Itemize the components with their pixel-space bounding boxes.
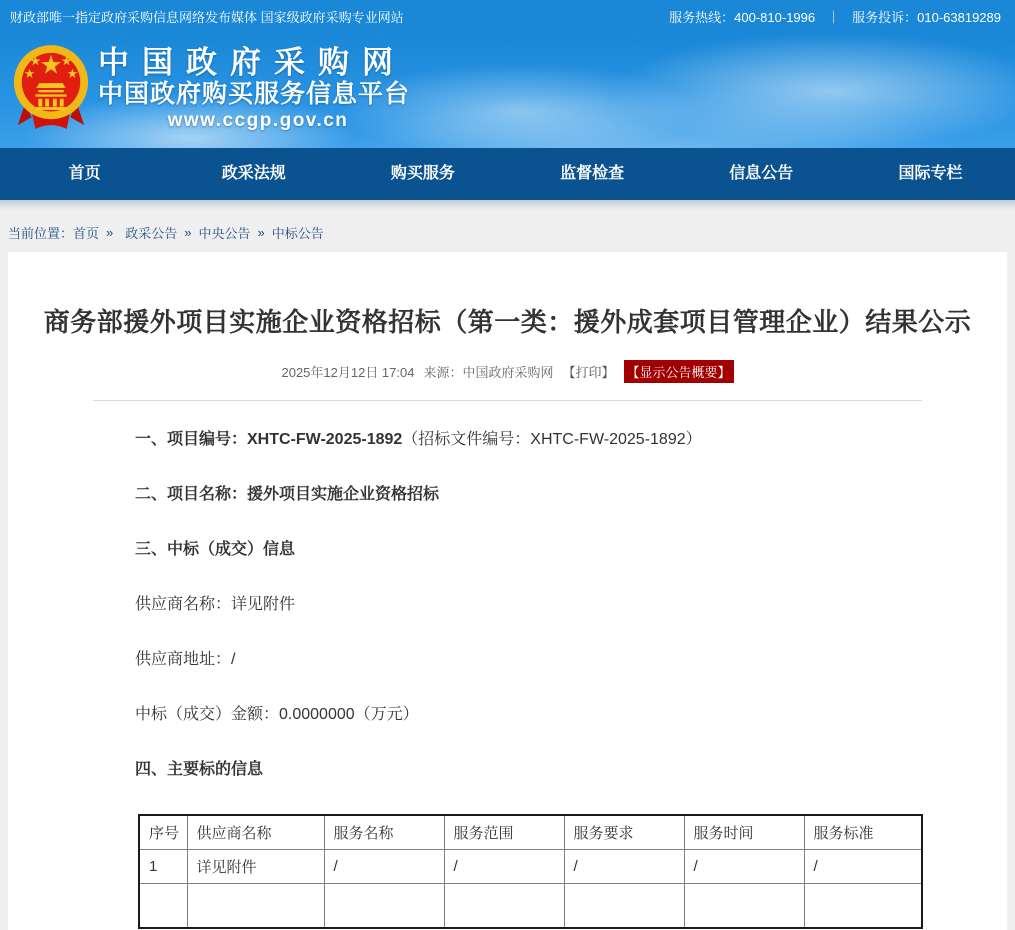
article-meta (8, 361, 1007, 381)
national-emblem-icon (12, 43, 90, 135)
site-slogan: 财政部唯一指定政府采购信息网络发布媒体 国家级政府采购专业网站 (10, 10, 404, 25)
service-hotline: 服务热线：400-810-1996 (669, 10, 816, 25)
breadcrumb (0, 210, 1015, 254)
article-body (8, 401, 1007, 929)
paragraph-bold-text: 二、项目名称：援外项目实施企业资格招标 (135, 486, 440, 503)
table-cell (324, 884, 444, 928)
table-cell (139, 884, 187, 928)
paragraph-award-info-heading (135, 539, 912, 561)
article-source: 来源：中国政府采购网 (423, 364, 554, 380)
nav-item-announcements[interactable]: 信息公告 (729, 165, 794, 182)
column-header-service-requirements: 服务要求 (564, 815, 684, 850)
table-cell: 1 (139, 850, 187, 884)
paragraph-project-name (135, 484, 912, 506)
table-row (139, 850, 922, 884)
table-cell: / (324, 850, 444, 884)
paragraph-bold-text: 一、项目编号：XHTC-FW-2025-1892 (135, 431, 403, 448)
site-subtitle: 中国政府购买服务信息平台 (98, 79, 411, 108)
article-panel (8, 252, 1007, 930)
paragraph-supplier-name (135, 594, 912, 616)
topbar-divider: ｜ (827, 10, 841, 25)
paragraph-award-amount (135, 704, 912, 726)
table-cell (444, 884, 564, 928)
paragraph-project-number (135, 429, 912, 451)
paragraph-text: 供应商名称：详见附件 (135, 596, 296, 613)
paragraph-bold-text: 三、中标（成交）信息 (135, 541, 296, 558)
show-summary-button[interactable]: 【显示公告概要】 (624, 360, 734, 383)
nav-item-international[interactable]: 国际专栏 (898, 165, 963, 182)
bid-info-table (138, 814, 923, 929)
breadcrumb-home[interactable]: 首页 (73, 225, 100, 241)
table-cell: / (684, 850, 804, 884)
article-date: 2025年12月12日 17:04 (281, 364, 415, 380)
table-cell (564, 884, 684, 928)
main-nav (0, 148, 1015, 200)
table-cell: / (804, 850, 922, 884)
table-cell: / (564, 850, 684, 884)
site-banner (0, 33, 1015, 148)
paragraph-supplier-address (135, 649, 912, 671)
breadcrumb-central-announcements[interactable]: 中央公告 (198, 225, 251, 241)
paragraph-text: （招标文件编号：XHTC-FW-2025-1892） (402, 431, 702, 448)
column-header-service-scope: 服务范围 (444, 815, 564, 850)
table-cell (684, 884, 804, 928)
column-header-seq: 序号 (139, 815, 187, 850)
paragraph-text: 供应商地址：/ (135, 651, 236, 668)
print-button[interactable]: 【打印】 (562, 364, 615, 380)
nav-item-home[interactable]: 首页 (68, 165, 101, 182)
table-cell (187, 884, 324, 928)
topbar-contacts (669, 7, 1001, 26)
column-header-service-standard: 服务标准 (804, 815, 922, 850)
nav-shadow (0, 200, 1015, 210)
nav-item-supervision[interactable]: 监督检查 (560, 165, 625, 182)
nav-item-purchase-services[interactable]: 购买服务 (390, 165, 455, 182)
table-cell: 详见附件 (187, 850, 324, 884)
breadcrumb-prefix: 当前位置： (8, 225, 74, 241)
paragraph-main-subject-heading (135, 759, 912, 781)
table-cell (804, 884, 922, 928)
breadcrumb-separator: » (106, 224, 114, 240)
table-row (139, 884, 922, 928)
brand-text (98, 46, 418, 133)
paragraph-text: 中标（成交）金额：0.0000000（万元） (135, 706, 419, 723)
table-cell: / (444, 850, 564, 884)
article-title: 商务部援外项目实施企业资格招标（第一类：援外成套项目管理企业）结果公示 (43, 307, 972, 337)
column-header-service-name: 服务名称 (324, 815, 444, 850)
service-complaint: 服务投诉：010-63819289 (852, 10, 1001, 25)
breadcrumb-procurement-announcements[interactable]: 政采公告 (125, 225, 178, 241)
site-logo-link[interactable] (12, 43, 418, 135)
breadcrumb-award-announcements[interactable]: 中标公告 (271, 225, 324, 241)
breadcrumb-separator: » (184, 224, 192, 240)
column-header-supplier-name: 供应商名称 (187, 815, 324, 850)
table-header-row (139, 815, 922, 850)
site-url: www.ccgp.gov.cn (167, 109, 349, 131)
breadcrumb-separator: » (257, 224, 265, 240)
paragraph-bold-text: 四、主要标的信息 (135, 761, 264, 778)
topbar (0, 0, 1015, 33)
nav-item-regulations[interactable]: 政采法规 (221, 165, 286, 182)
site-name: 中国政府采购网 (98, 44, 406, 80)
column-header-service-time: 服务时间 (684, 815, 804, 850)
